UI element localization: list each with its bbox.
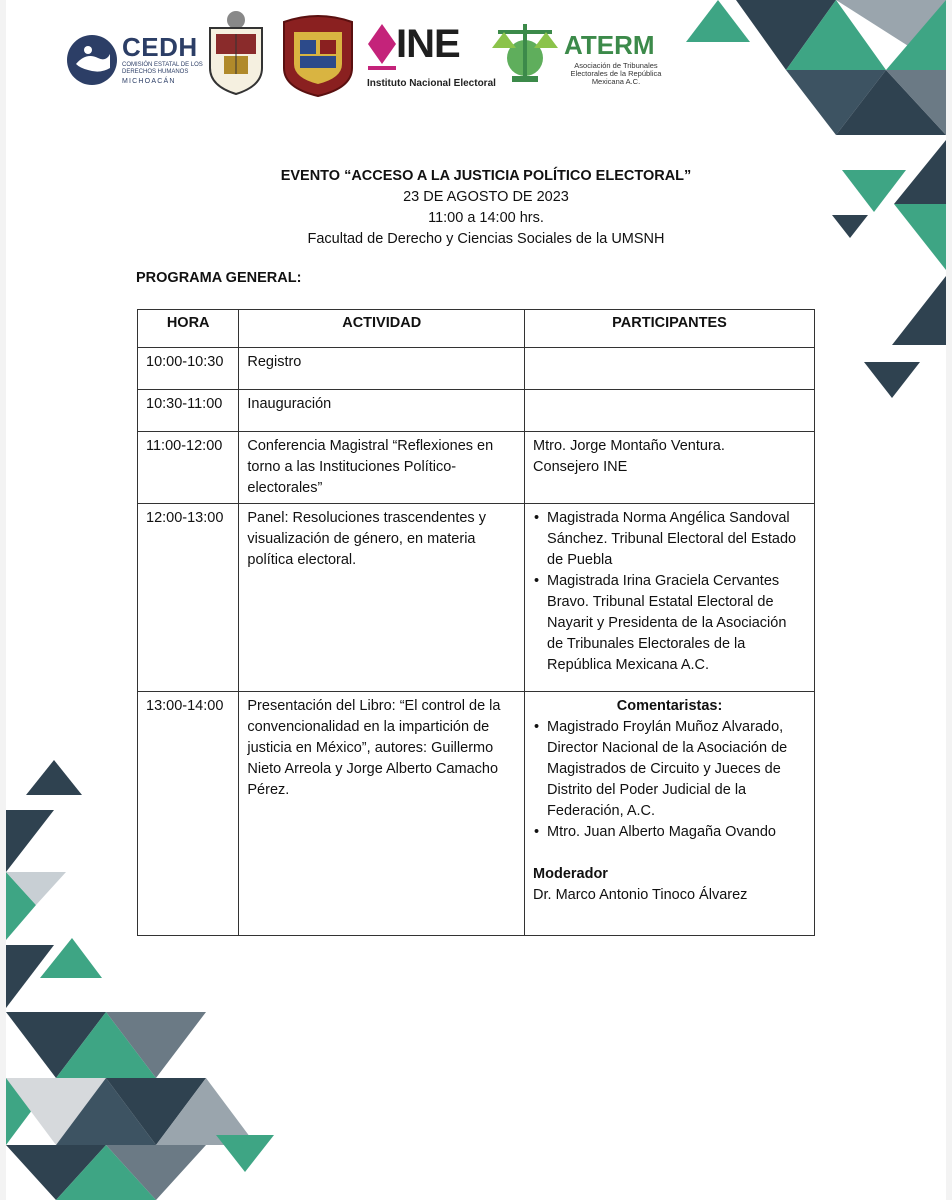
row-participantes <box>525 432 815 504</box>
moderador-name: Dr. Marco Antonio Tinoco Álvarez <box>533 887 748 903</box>
header-hora: HORA <box>138 310 239 348</box>
row-actividad: Panel: Resoluciones trascendentes y visualización de género, en materia política electoral. <box>239 504 525 692</box>
table-row <box>138 432 815 504</box>
logos-row <box>66 8 686 98</box>
scales-of-justice-icon <box>490 18 560 84</box>
row-actividad: Conferencia Magistral “Reflexiones en torno a las Instituciones Político-electorales” <box>239 432 525 504</box>
list-item: • Magistrada Irina Graciela Cervantes Bravo. Tribunal Estatal Electoral de Nayarit y Presidenta de la Asociación de Tribunales Electorales de la República Mexicana A.C. <box>533 571 806 676</box>
ine-subtitle: Instituto Nacional Electoral <box>367 78 496 89</box>
header-actividad: ACTIVIDAD <box>239 310 525 348</box>
cedh-region: MICHOACÁN <box>122 78 176 85</box>
list-item: • Mtro. Juan Alberto Magaña Ovando <box>533 822 806 843</box>
program-table <box>137 309 815 936</box>
participant-line: Consejero INE <box>533 459 628 475</box>
row-hora: 10:00-10:30 <box>138 348 239 390</box>
document-page <box>6 0 946 1200</box>
event-time: 11:00 a 14:00 hrs. <box>428 210 544 226</box>
ine-emblem-icon <box>368 24 396 72</box>
row-actividad: Presentación del Libro: “El control de la convencionalidad en la impartición de justicia en México”, autores: Guillermo Nieto Arreola y Jorge Alberto Camacho Pérez. <box>239 692 525 936</box>
row-hora: 13:00-14:00 <box>138 692 239 936</box>
ine-name: INE <box>396 22 460 66</box>
cedh-emblem-icon <box>66 34 118 86</box>
cedh-subtitle: COMISIÓN ESTATAL DE LOS DERECHOS HUMANOS <box>122 62 203 75</box>
aterm-subtitle: Asociación de Tribunales Electorales de la República Mexicana A.C. <box>570 61 662 86</box>
list-item: • Magistrada Norma Angélica Sandoval Sánchez. Tribunal Electoral del Estado de Puebla <box>533 508 806 571</box>
row-actividad: Registro <box>239 348 525 390</box>
participant-list <box>533 508 806 676</box>
row-hora: 11:00-12:00 <box>138 432 239 504</box>
row-participantes <box>525 504 815 692</box>
row-actividad: Inauguración <box>239 390 525 432</box>
table-row <box>138 692 815 936</box>
row-participantes <box>525 348 815 390</box>
event-header <box>186 166 786 250</box>
cedh-name: CEDH <box>122 32 198 62</box>
cedh-logo <box>66 30 206 90</box>
event-date: 23 DE AGOSTO DE 2023 <box>403 189 569 205</box>
row-hora: 12:00-13:00 <box>138 504 239 692</box>
umsnh-seal-logo <box>278 12 358 98</box>
faculty-shield-logo <box>206 10 266 96</box>
list-item: • Magistrado Froylán Muñoz Alvarado, Director Nacional de la Asociación de Magistrados de Circuito y Jueces de Distrito del Poder Judicial de la Federación, A.C. <box>533 717 806 822</box>
umsnh-seal-icon <box>278 12 358 98</box>
participant-line: Mtro. Jorge Montaño Ventura. <box>533 438 725 454</box>
faculty-shield-icon <box>206 10 266 96</box>
row-participantes <box>525 692 815 936</box>
comentaristas-list <box>533 717 806 843</box>
table-row <box>138 504 815 692</box>
table-row <box>138 348 815 390</box>
aterm-logo <box>490 18 670 88</box>
event-title: EVENTO “ACCESO A LA JUSTICIA POLÍTICO ELECTORAL” <box>280 168 692 184</box>
row-hora: 10:30-11:00 <box>138 390 239 432</box>
aterm-name: ATERM <box>564 30 655 60</box>
table-header-row <box>138 310 815 348</box>
event-venue: Facultad de Derecho y Ciencias Sociales de la UMSNH <box>307 231 665 247</box>
ine-logo <box>366 18 496 89</box>
moderador-label: Moderador <box>533 866 608 882</box>
header-participantes: PARTICIPANTES <box>525 310 815 348</box>
program-label: PROGRAMA GENERAL: <box>136 270 302 286</box>
row-participantes <box>525 390 815 432</box>
comentaristas-label: Comentaristas: <box>616 698 723 714</box>
table-row <box>138 390 815 432</box>
